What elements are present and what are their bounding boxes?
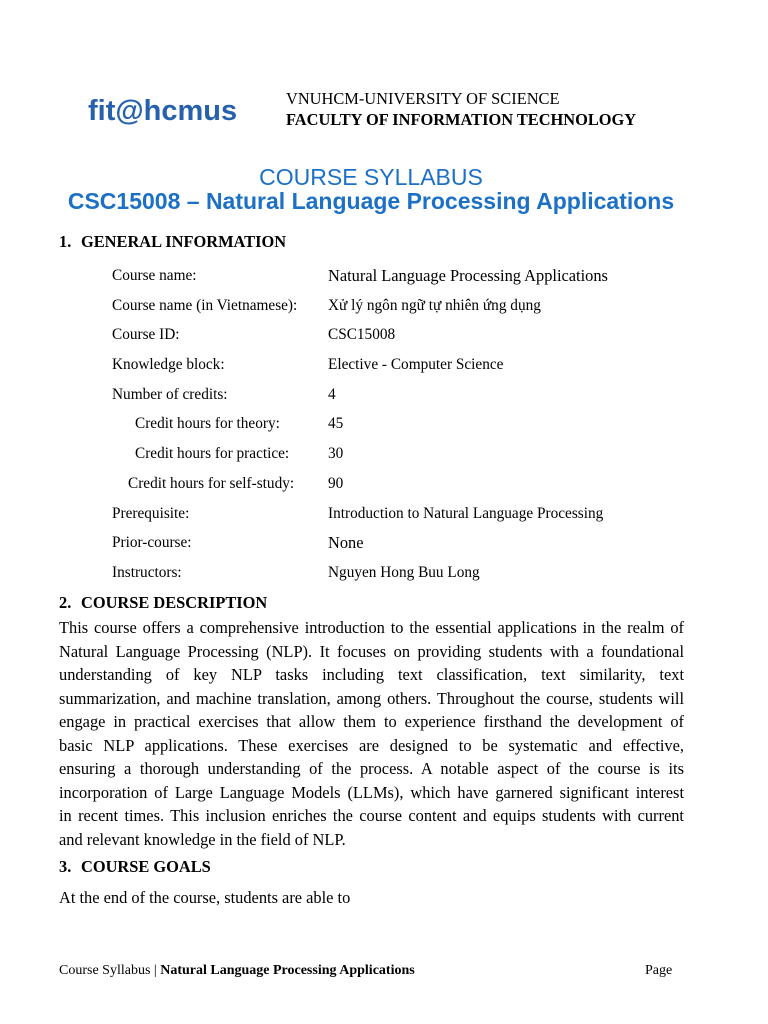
- info-label: Instructors:: [112, 563, 182, 581]
- general-information-table: [0, 261, 768, 588]
- description-line: and relevant knowledge in the field of NLP.: [59, 829, 346, 849]
- info-value: None: [328, 533, 364, 553]
- info-value: Introduction to Natural Language Processing: [328, 504, 604, 522]
- section-heading-course-goals: [0, 857, 768, 877]
- info-row-number-of-credits: [0, 380, 768, 410]
- description-line: This course offers a comprehensive introduction to the essential applications in the realm of: [59, 618, 684, 637]
- info-row-credit-hours-self-study: [0, 469, 768, 499]
- info-value: CSC15008: [328, 326, 396, 344]
- description-line: summarization, and machine translation, among others. Throughout the course, students will: [59, 688, 684, 708]
- info-value: 45: [328, 415, 344, 433]
- info-value: 30: [328, 445, 344, 463]
- document-type-title: COURSE SYLLABUS: [259, 164, 483, 190]
- info-label: Course name:: [112, 267, 197, 284]
- info-label: Credit hours for self-study:: [128, 474, 295, 492]
- info-row-prior-course: [0, 528, 768, 558]
- info-row-course-id: [0, 320, 768, 350]
- footer-course-name: Natural Language Processing Applications: [160, 963, 415, 978]
- info-label: Prior-course:: [112, 534, 192, 552]
- info-label: Credit hours for theory:: [135, 415, 280, 433]
- info-row-course-name-vietnamese: [0, 291, 768, 321]
- info-row-credit-hours-theory: [0, 409, 768, 439]
- info-label: Number of credits:: [112, 385, 228, 403]
- description-line: engage in practical exercises that allow them to experience firsthand the development of: [59, 712, 684, 731]
- section-heading-general-information: [0, 232, 768, 252]
- description-line: ensuring a thorough understanding of the process. A notable aspect of the course is its: [59, 759, 684, 778]
- description-line: incorporation of Large Language Models (LLMs), which have garnered significant interest: [59, 782, 684, 802]
- course-description-paragraph: [59, 616, 684, 851]
- section-title: COURSE GOALS: [81, 857, 211, 876]
- info-value: Nguyen Hong Buu Long: [328, 563, 480, 581]
- description-line: in recent times. This inclusion enriches the course content and equips students with current: [59, 806, 684, 825]
- info-label: Credit hours for practice:: [135, 445, 290, 463]
- footer-separator: |: [153, 963, 157, 978]
- course-title: CSC15008 – Natural Language Processing Applications: [67, 188, 675, 214]
- info-row-course-name: [0, 261, 768, 291]
- info-label: Course ID:: [112, 326, 180, 344]
- section-number: 3.: [59, 857, 72, 876]
- info-label: Prerequisite:: [112, 504, 190, 522]
- institution-header: [286, 88, 636, 130]
- info-label: Course name (in Vietnamese):: [112, 296, 298, 314]
- info-value: Elective - Computer Science: [328, 356, 504, 374]
- section-heading-course-description: [0, 593, 768, 613]
- section-title: GENERAL INFORMATION: [81, 232, 287, 251]
- university-name: VNUHCM-UNIVERSITY OF SCIENCE: [286, 89, 560, 108]
- faculty-logo: fit@hcmus: [88, 95, 238, 127]
- faculty-name: FACULTY OF INFORMATION TECHNOLOGY: [286, 110, 637, 129]
- info-row-knowledge-block: [0, 350, 768, 380]
- page-footer: [59, 961, 415, 981]
- info-value: Natural Language Processing Applications: [328, 266, 608, 285]
- document-title: [0, 165, 742, 213]
- footer-doc-type: Course Syllabus: [59, 963, 151, 978]
- info-row-prerequisite: [0, 499, 768, 529]
- description-line: understanding of key NLP tasks including text classification, text similarity, text: [59, 665, 684, 684]
- description-line: basic NLP applications. These exercises are designed to be systematic and effective,: [59, 735, 684, 755]
- info-row-credit-hours-practice: [0, 439, 768, 469]
- info-value: Xử lý ngôn ngữ tự nhiên ứng dụng: [328, 296, 541, 314]
- info-row-instructors: [0, 558, 768, 588]
- description-line: Natural Language Processing (NLP). It focuses on providing students with a foundational: [59, 641, 684, 661]
- section-number: 1.: [59, 232, 72, 251]
- info-value: 4: [328, 385, 336, 403]
- section-title: COURSE DESCRIPTION: [81, 593, 268, 612]
- section-number: 2.: [59, 593, 72, 612]
- info-value: 90: [328, 474, 344, 492]
- course-goals-intro: At the end of the course, students are able to: [59, 888, 351, 907]
- footer-page-label: Page: [645, 963, 673, 978]
- info-label: Knowledge block:: [112, 356, 225, 374]
